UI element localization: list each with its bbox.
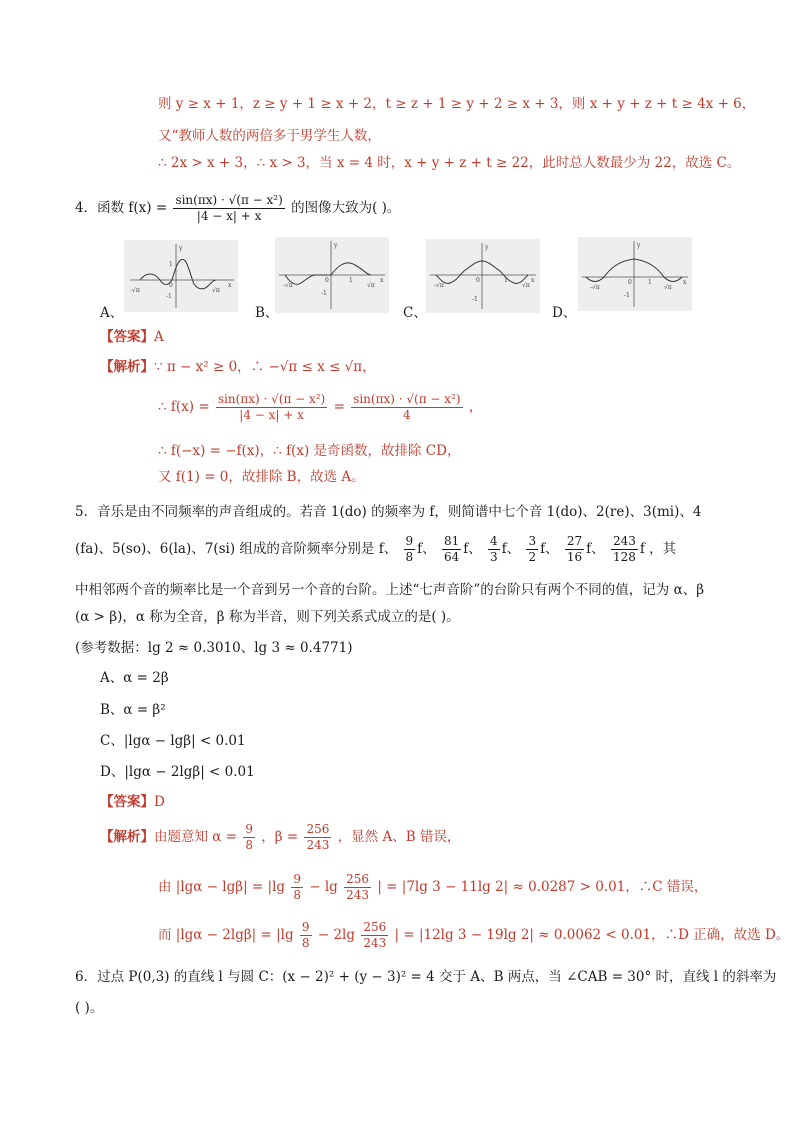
q4-option-c-label: C、 bbox=[403, 305, 427, 321]
q4b-tick-neg: -√π bbox=[283, 282, 293, 289]
q4b-axis-y: y bbox=[334, 242, 338, 249]
q5-s1-b-num: 256 bbox=[306, 822, 330, 836]
q4-suffix: 的图像大致为( )。 bbox=[291, 200, 401, 216]
q5-frac-1 bbox=[404, 534, 416, 565]
q5-stem-line-4: (α > β)，α 称为全音，β 称为半音，则下列关系式成立的是( )。 bbox=[75, 609, 460, 625]
q5-s2-f1-num: 9 bbox=[293, 872, 301, 886]
q5-stem-line-3: 中相邻两个音的频率比是一个音到另一个音的台阶。上述“七声音阶”的台阶只有两个不同的值，记为 α、β bbox=[75, 582, 705, 598]
q4b-tick-one: 1 bbox=[349, 277, 353, 284]
q4d-axis-y: y bbox=[637, 242, 641, 249]
q5-s3-f1-den: 8 bbox=[301, 936, 310, 950]
solution-line-2: 又“教师人数的两倍多于男学生人数， bbox=[158, 128, 381, 144]
q5-s2-frac-2 bbox=[344, 872, 371, 903]
q5-l2-prefix: (fa)、5(so)、6(la)、7(si) 组成的音阶频率分别是 f、 bbox=[75, 541, 398, 557]
q4a-tick-pos: √π bbox=[212, 287, 220, 294]
q4-graph-d[interactable] bbox=[578, 237, 692, 311]
q5-analysis-tag: 【解析】 bbox=[100, 829, 154, 845]
q5-s3-f1-num: 9 bbox=[301, 920, 310, 934]
q4-a2-den1: |4 − x| + x bbox=[239, 408, 304, 422]
q5-sep-2: 、 bbox=[468, 541, 482, 557]
q5-frac-4-num: 3 bbox=[528, 534, 537, 548]
q5-sep-4: 、 bbox=[545, 541, 559, 557]
q4-graph-b[interactable] bbox=[275, 237, 389, 313]
q4-option-a-label: A、 bbox=[100, 305, 124, 321]
q5-option-d[interactable]: D、|lgα − 2lgβ| < 0.01 bbox=[100, 764, 255, 780]
q5-s2-f2-den: 243 bbox=[346, 888, 370, 902]
q5-s2-f1-den: 8 bbox=[293, 888, 301, 902]
q5-frac-3-num: 4 bbox=[490, 534, 498, 548]
q4-fraction bbox=[173, 193, 284, 224]
q5-s1-frac-b bbox=[304, 822, 331, 853]
q5-s2-f2-num: 256 bbox=[346, 872, 370, 886]
q4b-tick-pos: √π bbox=[367, 282, 375, 289]
q5-s1-b-den: 243 bbox=[306, 838, 330, 852]
q5-s1-suffix: ，显然 A、B 错误， bbox=[337, 829, 461, 845]
q5-s2-frac-1 bbox=[291, 872, 303, 903]
q5-f-2: f bbox=[463, 541, 469, 557]
q5-answer-value: D bbox=[154, 794, 165, 810]
q5-frac-4-den: 2 bbox=[528, 550, 537, 564]
q5-reference: (参考数据：lg 2 ≈ 0.3010、lg 3 ≈ 0.4771) bbox=[75, 640, 353, 656]
q5-sep-3: 、 bbox=[506, 541, 521, 557]
q5-option-b[interactable]: B、α = β² bbox=[100, 702, 166, 718]
question-4-stem bbox=[75, 193, 400, 224]
solution-line-3: ∴ 2x > x + 3，∴ x > 3，当 x = 4 时，x + y + z + t ≥ 22，此时总人数最少为 22，故选 C。 bbox=[158, 155, 741, 171]
q5-s3-f2-num: 256 bbox=[363, 920, 387, 934]
q5-frac-5-num: 27 bbox=[566, 534, 583, 548]
q4-a2-num1: sin(πx) · √(π − x²) bbox=[217, 392, 326, 406]
q4d-tick-neg: -√π bbox=[590, 284, 600, 291]
q5-f-1: f bbox=[417, 541, 423, 557]
q4d-tick-neg-one: -1 bbox=[624, 292, 630, 299]
q4a-axis-x: x bbox=[228, 282, 232, 289]
q6-stem-line-1: 6．过点 P(0,3) 的直线 l 与圆 C：(x − 2)² + (y − 3)² = 4 交于 A、B 两点，当 ∠CAB = 30° 时，直线 l 的斜率为 bbox=[75, 969, 777, 985]
q5-s2-mid: − lg bbox=[309, 879, 338, 895]
q4c-tick-pos: √π bbox=[522, 282, 530, 289]
q5-l2-suffix: ，其 bbox=[649, 541, 677, 557]
q4-answer-value: A bbox=[154, 329, 164, 345]
q5-s3-prefix: 而 |lgα − 2lgβ| = |lg bbox=[158, 927, 294, 943]
q5-analysis-line-3 bbox=[158, 920, 789, 951]
q4c-tick-neg-one: -1 bbox=[472, 296, 478, 303]
q4-analysis-line-3: ∴ f(−x) = −f(x)，∴ f(x) 是奇函数，故排除 CD， bbox=[158, 443, 461, 459]
q5-s3-frac-2 bbox=[361, 920, 388, 951]
q5-s3-frac-1 bbox=[300, 920, 312, 951]
q5-f-4: f bbox=[540, 541, 546, 557]
q4c-origin: 0 bbox=[476, 277, 480, 284]
q5-frac-3-den: 3 bbox=[490, 550, 498, 564]
q5-s3-mid: − 2lg bbox=[317, 927, 356, 943]
q4c-axis-y: y bbox=[485, 244, 489, 251]
q4-a2-eq: = bbox=[333, 399, 345, 415]
q4-analysis-1: ∵ π − x² ≥ 0，∴ −√π ≤ x ≤ √π， bbox=[154, 359, 376, 375]
q5-frac-5-den: 16 bbox=[566, 550, 583, 564]
q5-s1-a-den: 8 bbox=[245, 838, 253, 852]
q4a-tick-neg-one: -1 bbox=[166, 293, 172, 300]
q5-frac-1-num: 9 bbox=[405, 534, 414, 548]
q5-frac-2 bbox=[442, 534, 461, 565]
q5-answer-tag: 【答案】 bbox=[100, 794, 154, 810]
q4-a2-frac1 bbox=[216, 392, 327, 423]
q4a-tick-one: 1 bbox=[169, 261, 173, 268]
q4-a2-suffix: ， bbox=[468, 399, 483, 415]
q5-frac-6-num: 243 bbox=[612, 534, 636, 548]
q4-prefix: 4．函数 f(x) = bbox=[75, 200, 168, 216]
q4b-origin: 0 bbox=[325, 277, 329, 284]
q5-option-a[interactable]: A、α = 2β bbox=[100, 670, 169, 686]
q5-s1-a-num: 9 bbox=[245, 822, 253, 836]
q4d-tick-one: 1 bbox=[648, 279, 652, 286]
q4d-tick-pos: √π bbox=[664, 284, 672, 291]
q5-s1-mid: ，β = bbox=[261, 829, 299, 845]
q4-analysis-tag: 【解析】 bbox=[100, 359, 154, 375]
q4c-tick-one: 1 bbox=[504, 277, 508, 284]
q5-sep-5: 、 bbox=[591, 541, 605, 557]
q4-answer-tag: 【答案】 bbox=[100, 329, 154, 345]
q5-frac-6 bbox=[611, 534, 638, 565]
q5-frac-5 bbox=[565, 534, 584, 565]
q4c-tick-neg: -√π bbox=[434, 282, 444, 289]
q4a-tick-neg: -√π bbox=[130, 287, 140, 294]
q4b-tick-neg-one: -1 bbox=[321, 290, 327, 297]
q4a-origin: 0 bbox=[169, 282, 173, 289]
q4-a2-prefix: ∴ f(x) = bbox=[158, 399, 210, 415]
q5-s3-suffix: | = |12lg 3 − 19lg 2| ≈ 0.0062 < 0.01，∴D 正确，故选 D。 bbox=[394, 927, 790, 943]
q5-analysis-line-2 bbox=[158, 872, 707, 903]
q5-frac-6-den: 128 bbox=[612, 550, 636, 564]
q4-analysis-line-1 bbox=[100, 357, 376, 377]
q5-analysis-line-1 bbox=[100, 822, 460, 853]
solution-line-1: 则 y ≥ x + 1，z ≥ y + 1 ≥ x + 2，t ≥ z + 1 ≥ y + 2 ≥ x + 3，则 x + y + z + t ≥ 4x + 6， bbox=[158, 96, 756, 112]
q4d-origin: 0 bbox=[628, 279, 632, 286]
q5-sep-1: 、 bbox=[422, 541, 436, 557]
q5-f-6: f bbox=[639, 541, 645, 557]
q4-analysis-line-2 bbox=[158, 392, 482, 423]
q4c-axis-x: x bbox=[531, 277, 535, 284]
q4-analysis-line-4: 又 f(1) = 0，故排除 B，故选 A。 bbox=[158, 469, 365, 485]
q4-a2-den2: 4 bbox=[403, 408, 411, 422]
q5-answer-line bbox=[100, 792, 165, 812]
q5-frac-3 bbox=[488, 534, 500, 565]
q4-graph-a[interactable] bbox=[124, 240, 238, 312]
q4d-axis-x: x bbox=[683, 279, 687, 286]
q5-frac-1-den: 8 bbox=[405, 550, 414, 564]
q5-f-3: f bbox=[501, 541, 507, 557]
q5-s1-prefix: 由题意知 α = bbox=[154, 829, 238, 845]
q4-frac-den: |4 − x| + x bbox=[196, 209, 262, 223]
q5-frac-2-num: 81 bbox=[443, 534, 460, 548]
q5-stem-line-2 bbox=[75, 534, 676, 565]
q4-frac-num: sin(πx) · √(π − x²) bbox=[175, 193, 283, 207]
q4-a2-num2: sin(πx) · √(π − x²) bbox=[353, 392, 461, 406]
q4-option-d-label: D、 bbox=[552, 305, 577, 321]
q5-frac-2-den: 64 bbox=[443, 550, 460, 564]
q5-s2-suffix: | = |7lg 3 − 11lg 2| ≈ 0.0287 > 0.01，∴C 错误， bbox=[377, 879, 708, 895]
q4b-axis-x: x bbox=[380, 277, 384, 284]
q5-option-c[interactable]: C、|lgα − lgβ| < 0.01 bbox=[100, 733, 246, 749]
q4-answer-line bbox=[100, 327, 164, 347]
q5-stem-line-1: 5．音乐是由不同频率的声音组成的。若音 1(do) 的频率为 f，则简谱中七个音 1(do)、2(re)、3(mi)、4 bbox=[75, 504, 702, 520]
q4-option-b-label: B、 bbox=[255, 305, 279, 321]
q4-graph-c[interactable] bbox=[426, 239, 540, 313]
q6-stem-line-2: ( )。 bbox=[75, 1000, 104, 1016]
q4-a2-frac2 bbox=[351, 392, 462, 423]
q5-s3-f2-den: 243 bbox=[363, 936, 387, 950]
q5-s2-prefix: 由 |lgα − lgβ| = |lg bbox=[158, 879, 286, 895]
q5-f-5: f bbox=[586, 541, 592, 557]
q4a-axis-y: y bbox=[179, 245, 183, 252]
q5-s1-frac-a bbox=[243, 822, 255, 853]
q5-frac-4 bbox=[526, 534, 538, 565]
